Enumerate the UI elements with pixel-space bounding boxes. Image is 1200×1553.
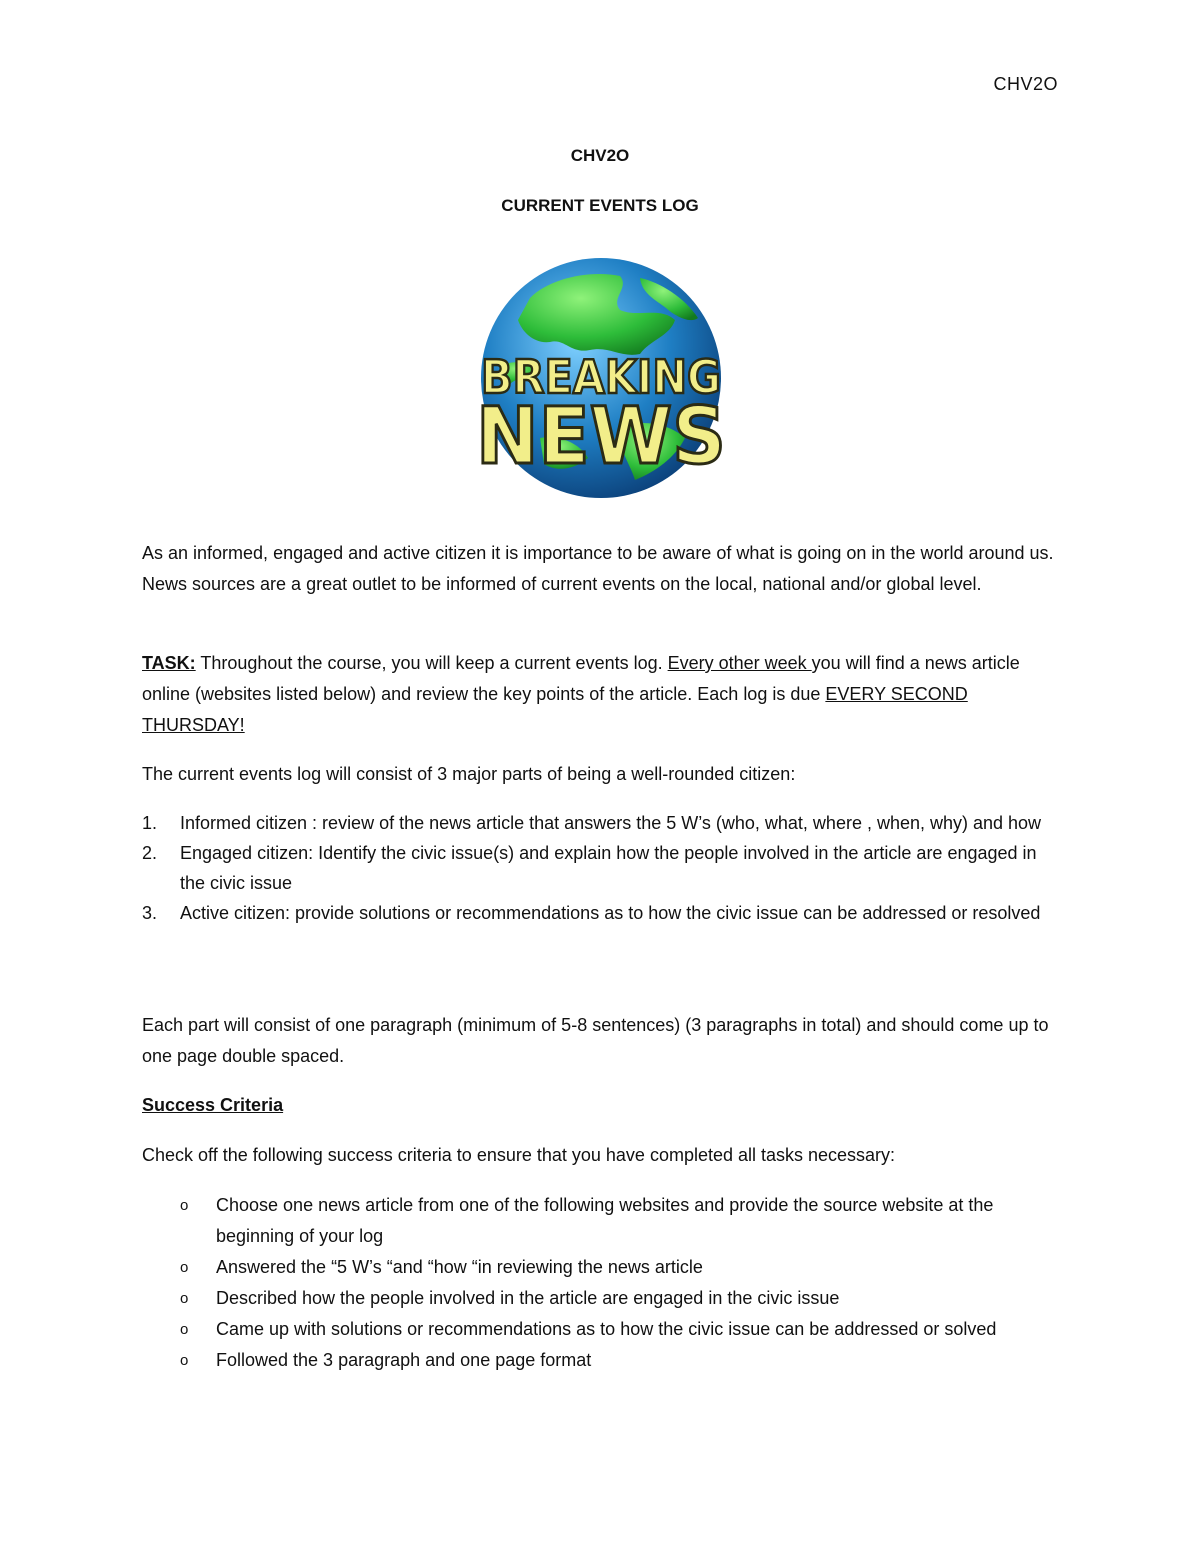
hollow-bullet-icon: o (180, 1290, 189, 1307)
task-text-before: Throughout the course, you will keep a current events log. (195, 653, 668, 673)
task-label: TASK: (142, 653, 196, 673)
checklist-item-text: Came up with solutions or recommendations as to how the civic issue can be addressed or solved (216, 1319, 997, 1339)
checklist-item-text: Choose one news article from one of the following websites and provide the source website at the beginning of your log (216, 1195, 994, 1246)
list-item-text: Active citizen: provide solutions or recommendations as to how the civic issue can be addressed or resolved (180, 903, 1041, 923)
list-item-text: Informed citizen : review of the news article that answers the 5 W’s (who, what, where , when, why) and how (180, 813, 1042, 833)
checklist-item (180, 1345, 1060, 1376)
hollow-bullet-icon: o (180, 1197, 189, 1214)
checklist-item (180, 1314, 1060, 1345)
intro-paragraph: As an informed, engaged and active citizen it is importance to be aware of what is going on in the world around us. News sources are a great outlet to be informed of current events on the local, national and/or global level. (142, 543, 1054, 594)
checklist-item (180, 1252, 1060, 1283)
checklist-item (180, 1283, 1060, 1314)
checklist-item-text: Answered the “5 W’s “and “how “in reviewing the news article (216, 1257, 703, 1277)
list-item-text: Engaged citizen: Identify the civic issue(s) and explain how the people involved in the article are engaged in the civic issue (180, 843, 1037, 893)
list-item (142, 808, 1062, 838)
checklist-item-text: Described how the people involved in the article are engaged in the civic issue (216, 1288, 840, 1308)
document-title: CURRENT EVENTS LOG (501, 196, 699, 215)
parts-list (142, 808, 1062, 928)
breaking-news-logo (470, 258, 732, 503)
list-number: 1. (142, 813, 158, 833)
task-every-other-week: Every other week (667, 653, 812, 673)
parts-intro: The current events log will consist of 3 major parts of being a well-rounded citizen: (142, 764, 796, 784)
success-criteria-list (180, 1190, 1060, 1376)
format-note: Each part will consist of one paragraph (minimum of 5-8 sentences) (3 paragraphs in total) and should come up to one page double spaced. (142, 1015, 1049, 1066)
logo-word-breaking: BREAKING (481, 350, 721, 404)
title-block (0, 146, 1200, 220)
course-title: CHV2O (570, 146, 630, 165)
success-criteria-heading: Success Criteria (142, 1095, 284, 1115)
task-text-middle: you will find a news article online (websites listed below) and review the key points of the article. Each log is due (142, 653, 1020, 704)
hollow-bullet-icon: o (180, 1321, 189, 1338)
header-course-code: CHV2O (993, 74, 1058, 94)
success-criteria-intro: Check off the following success criteria to ensure that you have completed all tasks necessary: (142, 1145, 896, 1165)
checklist-item-text: Followed the 3 paragraph and one page format (216, 1350, 592, 1370)
task-paragraph (142, 648, 1062, 741)
logo-word-news: NEWS (476, 392, 726, 482)
list-item (142, 838, 1062, 898)
checklist-item (180, 1190, 1060, 1252)
list-item (142, 898, 1062, 928)
hollow-bullet-icon: o (180, 1259, 189, 1276)
hollow-bullet-icon: o (180, 1352, 189, 1369)
task-due-date: EVERY SECOND THURSDAY! (142, 684, 968, 735)
list-number: 2. (142, 843, 158, 863)
list-number: 3. (142, 903, 158, 923)
